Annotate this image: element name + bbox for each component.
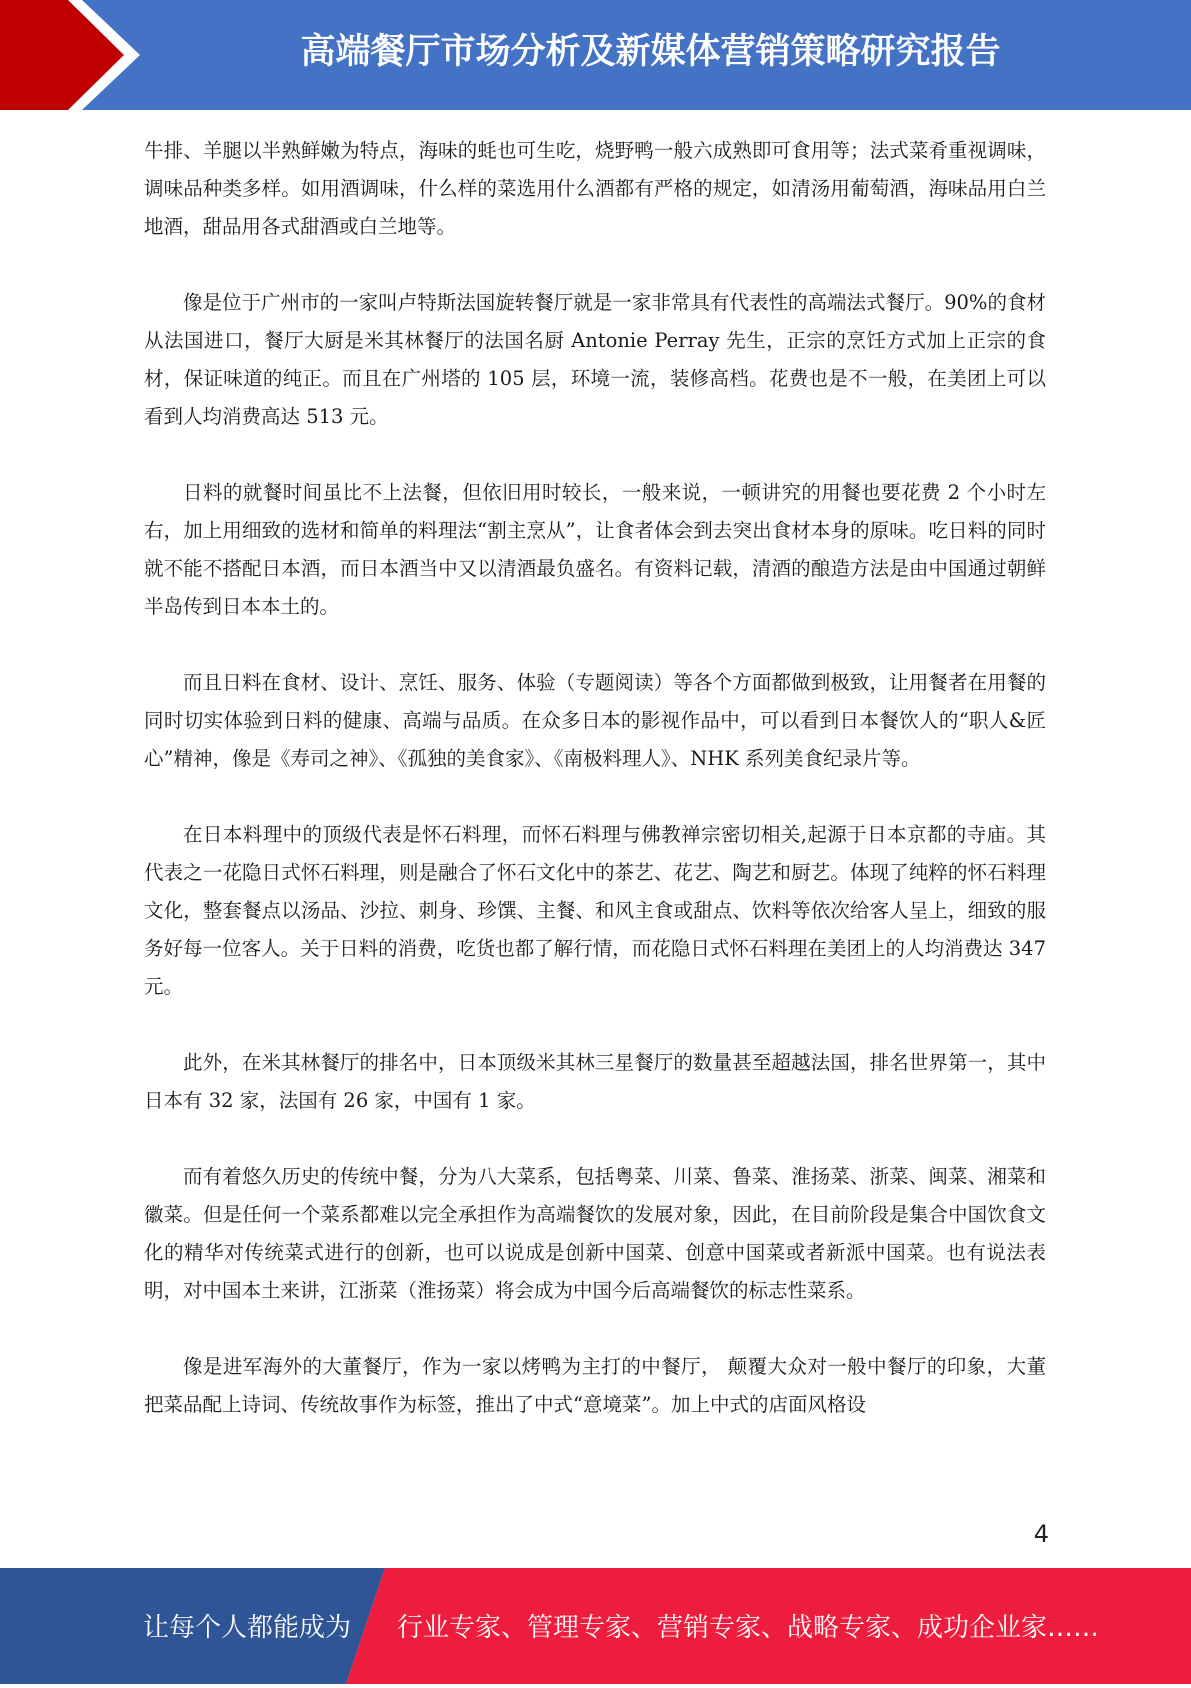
- footer-slogan-left: 让每个人都能成为: [143, 1613, 352, 1643]
- paragraph: 像是进军海外的大董餐厅，作为一家以烤鸭为主打的中餐厅， 颠覆大众对一般中餐厅的印象，大董把菜品配上诗词、传统故事作为标签，推出了中式“意境菜”。加上中式的店面风格设: [144, 1355, 1046, 1416]
- footer-slogan-right: 行业专家、管理专家、营销专家、战略专家、成功企业家……: [397, 1613, 1100, 1643]
- paragraph: 日料的就餐时间虽比不上法餐，但依旧用时较长，一般来说，一顿讲究的用餐也要花费 2 个小时左右，加上用细致的选材和简单的料理法“割主烹从”，让食者体会到去突出食材本身的原味。吃日料的同时就不能不搭配日本酒，而日本酒当中又以清酒最负盛名。有资料记载，清酒的酿造方法是由中国通过朝鲜半岛传到日本本土的。: [144, 481, 1046, 618]
- paragraph: 而且日料在食材、设计、烹饪、服务、体验（专题阅读）等各个方面都做到极致，让用餐者在用餐的同时切实体验到日料的健康、高端与品质。在众多日本的影视作品中，可以看到日本餐饮人的“职人&匠心”精神，像是《寿司之神》、《孤独的美食家》、《南极料理人》、NHK 系列美食纪录片等。: [144, 671, 1046, 770]
- page-number: 4: [1033, 1520, 1049, 1548]
- paragraph: 像是位于广州市的一家叫卢特斯法国旋转餐厅就是一家非常具有代表性的高端法式餐厅。90%的食材从法国进口，餐厅大厨是米其林餐厅的法国名厨 Antonie Perray 先生，正宗的烹饪方式加上正宗的食材，保证味道的纯正。而且在广州塔的 105 层，环境一流，装修高档。花费也是不一般，在美团上可以看到人均消费高达 513 元。: [144, 291, 1046, 428]
- paragraph: 牛排、羊腿以半熟鲜嫩为特点，海味的蚝也可生吃，烧野鸭一般六成熟即可食用等；法式菜肴重视调味，调味品种类多样。如用酒调味，什么样的菜选用什么酒都有严格的规定，如清汤用葡萄酒，海味品用白兰地酒，甜品用各式甜酒或白兰地等。: [144, 139, 1046, 238]
- paragraph: 此外，在米其林餐厅的排名中，日本顶级米其林三星餐厅的数量甚至超越法国，排名世界第一，其中日本有 32 家，法国有 26 家，中国有 1 家。: [144, 1051, 1046, 1112]
- header-arrow-graphic: [0, 0, 150, 110]
- page-header: [0, 0, 1191, 110]
- paragraph: 而有着悠久历史的传统中餐，分为八大菜系，包括粤菜、川菜、鲁菜、淮扬菜、浙菜、闽菜、湘菜和徽菜。但是任何一个菜系都难以完全承担作为高端餐饮的发展对象，因此，在目前阶段是集合中国饮食文化的精华对传统菜式进行的创新，也可以说成是创新中国菜、创意中国菜或者新派中国菜。也有说法表明，对中国本土来讲，江浙菜（淮扬菜）将会成为中国今后高端餐饮的标志性菜系。: [144, 1165, 1046, 1302]
- report-title: 高端餐厅市场分析及新媒体营销策略研究报告: [300, 32, 1001, 72]
- paragraph: 在日本料理中的顶级代表是怀石料理，而怀石料理与佛教禅宗密切相关,起源于日本京都的寺庙。其代表之一花隐日式怀石料理，则是融合了怀石文化中的茶艺、花艺、陶艺和厨艺。体现了纯粹的怀石料理文化，整套餐点以汤品、沙拉、刺身、珍馔、主餐、和风主食或甜点、饮料等依次给客人呈上，细致的服务好每一位客人。关于日料的消费，吃货也都了解行情，而花隐日式怀石料理在美团上的人均消费达 347 元。: [144, 823, 1046, 998]
- page-footer: [0, 1568, 1191, 1684]
- body-text: [144, 132, 1046, 1462]
